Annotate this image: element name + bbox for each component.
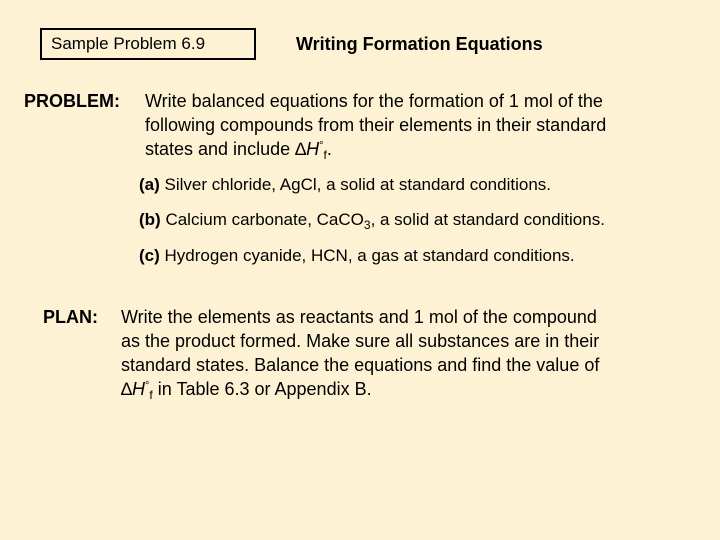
sample-problem-label (40, 28, 256, 60)
degree-symbol: ° (319, 140, 324, 152)
part-b-text: Calcium carbonate, CaCO (165, 210, 364, 229)
part-b-letter: (b) (139, 210, 161, 229)
plan-line-3: standard states. Balance the equations and find the value of (121, 355, 600, 375)
part-c-text: Hydrogen cyanide, HCN, a gas at standard conditions. (164, 246, 575, 265)
part-b (139, 210, 605, 230)
plan-label: PLAN: (43, 307, 98, 327)
part-c (139, 246, 575, 266)
problem-label: PROBLEM: (24, 91, 120, 111)
problem-line-2: following compounds from their elements in their standard (145, 115, 607, 135)
plan-degree-symbol: ° (145, 380, 150, 392)
page-title: Writing Formation Equations (296, 34, 543, 54)
plan-line-1: Write the elements as reactants and 1 mol of the compound (121, 307, 597, 327)
plan-line-4 (121, 379, 372, 400)
enthalpy-symbol: H (306, 139, 320, 159)
problem-line-3-end: . (326, 139, 332, 159)
part-b-text-end: , a solid at standard conditions. (370, 210, 605, 229)
sample-problem-text: Sample Problem 6.9 (51, 34, 206, 53)
problem-line-3 (145, 139, 332, 160)
plan-line-4-text: in Table 6.3 or Appendix B. (152, 379, 372, 399)
part-a-text: Silver chloride, AgCl, a solid at standard conditions. (164, 175, 551, 194)
part-b-subscript: 3 (363, 218, 371, 232)
part-a (139, 175, 551, 195)
delta-symbol: ∆ (295, 139, 307, 159)
formation-subscript: f (323, 148, 327, 162)
part-a-letter: (a) (139, 175, 160, 194)
plan-formation-subscript: f (149, 388, 153, 402)
plan-delta-symbol: ∆ (121, 379, 133, 399)
plan-enthalpy-symbol: H (132, 379, 146, 399)
plan-line-2: as the product formed. Make sure all substances are in their (121, 331, 600, 351)
part-c-letter: (c) (139, 246, 160, 265)
problem-line-3-text: states and include (145, 139, 296, 159)
problem-line-1: Write balanced equations for the formation of 1 mol of the (145, 91, 603, 111)
